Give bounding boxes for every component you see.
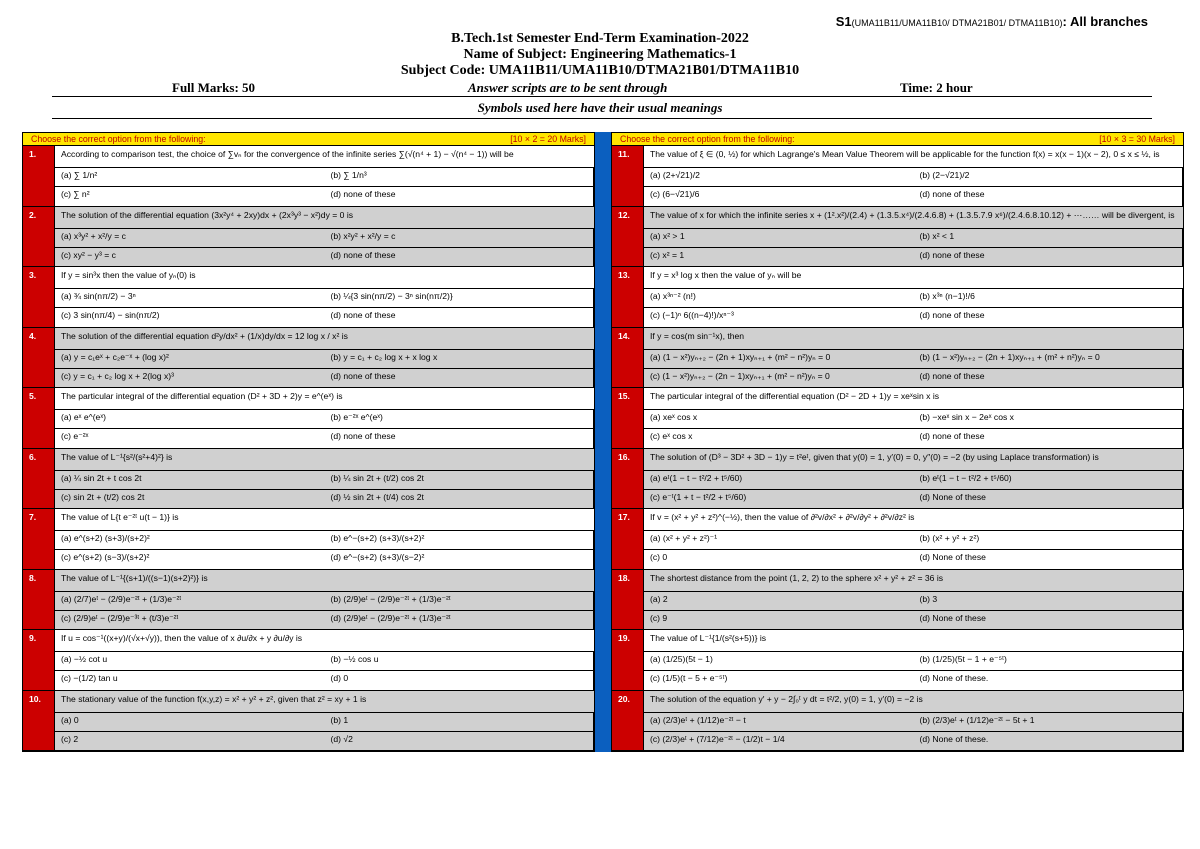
question-number: 16. xyxy=(612,449,644,509)
question-13 xyxy=(612,267,1183,328)
option-d: (d) none of these xyxy=(914,368,1184,387)
option-b: (b) (2−√21)/2 xyxy=(914,167,1184,186)
question-5 xyxy=(23,388,594,449)
option-c: (c) 2 xyxy=(55,731,325,750)
question-11 xyxy=(612,146,1183,207)
option-a: (a) xeˣ cos x xyxy=(644,409,914,428)
option-d: (d) none of these xyxy=(914,186,1184,205)
option-c: (c) −(1/2) tan u xyxy=(55,670,325,689)
option-d: (d) none of these xyxy=(325,186,595,205)
question-number: 3. xyxy=(23,267,55,327)
question-number: 15. xyxy=(612,388,644,448)
question-stem: The solution of the differential equation (3x²y⁴ + 2xy)dx + (2x³y³ − x²)dy = 0 is xyxy=(55,207,594,228)
paper-code-list: (UMA11B11/UMA11B10/ DTMA21B01/ DTMA11B10) xyxy=(851,18,1063,28)
section-left-marks: [10 × 2 = 20 Marks] xyxy=(510,134,586,144)
option-d: (d) ½ sin 2t + (t/4) cos 2t xyxy=(325,489,595,508)
question-7 xyxy=(23,509,594,570)
option-a: (a) ∑ 1/n² xyxy=(55,167,325,186)
paper-code-prefix: S1 xyxy=(835,14,852,29)
option-b: (b) 3 xyxy=(914,591,1184,610)
question-9 xyxy=(23,630,594,691)
option-c: (c) (1 − x²)yₙ₊₂ − (2n − 1)xyₙ₊₁ + (m² − n²)yₙ = 0 xyxy=(644,368,914,387)
option-b: (b) e^−(s+2) (s+3)/(s+2)² xyxy=(325,530,595,549)
option-b: (b) eᵗ(1 − t − t²/2 + t⁵/60) xyxy=(914,470,1184,489)
option-d: (d) none of these xyxy=(325,368,595,387)
option-a: (a) x³ⁿ⁻² (n!) xyxy=(644,288,914,307)
option-a: (a) x³y² + x²/y = c xyxy=(55,228,325,247)
option-c: (c) e⁻ᵗ(1 + t − t²/2 + t⁵/60) xyxy=(644,489,914,508)
option-c: (c) (1/5)(t − 5 + e⁻⁵ᵗ) xyxy=(644,670,914,689)
option-a: (a) (2+√21)/2 xyxy=(644,167,914,186)
question-number: 4. xyxy=(23,328,55,388)
option-b: (b) ¼ sin 2t + (t/2) cos 2t xyxy=(325,470,595,489)
question-stem: According to comparison test, the choice of ∑vₙ for the convergence of the infinite series ∑(√(n⁴ + 1) − √(n⁴ − 1)) will be xyxy=(55,146,594,167)
option-a: (a) 0 xyxy=(55,712,325,731)
option-d: (d) None of these. xyxy=(914,670,1184,689)
question-number: 10. xyxy=(23,691,55,751)
question-stem: If u = cos⁻¹((x+y)/(√x+√y)), then the value of x ∂u/∂x + y ∂u/∂y is xyxy=(55,630,594,651)
exam-meta-row xyxy=(0,80,1200,96)
option-c: (c) 0 xyxy=(644,549,914,568)
header-divider xyxy=(52,96,1152,97)
question-1 xyxy=(23,146,594,207)
option-c: (c) 3 sin(nπ/4) − sin(nπ/2) xyxy=(55,307,325,326)
option-a: (a) ¼ sin 2t + t cos 2t xyxy=(55,470,325,489)
option-a: (a) e^(s+2) (s+3)/(s+2)² xyxy=(55,530,325,549)
section-right-marks: [10 × 3 = 30 Marks] xyxy=(1099,134,1175,144)
question-17 xyxy=(612,509,1183,570)
question-stem: If v = (x² + y² + z²)^(−½), then the value of ∂²v/∂x² + ∂²v/∂y² + ∂²v/∂z² is xyxy=(644,509,1183,530)
option-c: (c) (6−√21)/6 xyxy=(644,186,914,205)
question-stem: The stationary value of the function f(x,y,z) = x² + y² + z², given that z² = xy + 1 is xyxy=(55,691,594,712)
section-right-instruction: Choose the correct option from the following: xyxy=(620,134,795,144)
question-number: 19. xyxy=(612,630,644,690)
option-b: (b) x²y² + x²/y = c xyxy=(325,228,595,247)
exam-time: Time: 2 hour xyxy=(900,80,973,95)
option-a: (a) ¾ sin(nπ/2) − 3ⁿ xyxy=(55,288,325,307)
option-b: (b) ¼{3 sin(nπ/2) − 3ⁿ sin(nπ/2)} xyxy=(325,288,595,307)
question-stem: If y = cos(m sin⁻¹x), then xyxy=(644,328,1183,349)
question-number: 13. xyxy=(612,267,644,327)
option-c: (c) (−1)ⁿ 6((n−4)!)/xⁿ⁻³ xyxy=(644,307,914,326)
section-left xyxy=(22,132,595,752)
section-right-header xyxy=(612,133,1183,146)
option-d: (d) none of these xyxy=(914,428,1184,447)
question-paper xyxy=(22,132,1184,752)
exam-title: B.Tech.1st Semester End-Term Examination-2022 xyxy=(451,31,749,46)
option-a: (a) (1 − x²)yₙ₊₂ − (2n + 1)xyₙ₊₁ + (m² − n²)yₙ = 0 xyxy=(644,349,914,368)
question-3 xyxy=(23,267,594,328)
question-number: 2. xyxy=(23,207,55,267)
question-stem: If y = sin³x then the value of yₙ(0) is xyxy=(55,267,594,288)
option-a: (a) (2/3)eᵗ + (1/12)e⁻²ᵗ − t xyxy=(644,712,914,731)
option-c: (c) e^(s+2) (s−3)/(s+2)² xyxy=(55,549,325,568)
option-a: (a) (1/25)(5t − 1) xyxy=(644,651,914,670)
option-c: (c) (2/3)eᵗ + (7/12)e⁻²ᵗ − (1/2)t − 1/4 xyxy=(644,731,914,750)
option-b: (b) y = c₁ + c₂ log x + x log x xyxy=(325,349,595,368)
question-number: 6. xyxy=(23,449,55,509)
question-number: 20. xyxy=(612,691,644,751)
option-c: (c) y = c₁ + c₂ log x + 2(log x)³ xyxy=(55,368,325,387)
option-b: (b) ∑ 1/n³ xyxy=(325,167,595,186)
question-number: 14. xyxy=(612,328,644,388)
option-d: (d) None of these xyxy=(914,489,1184,508)
question-number: 5. xyxy=(23,388,55,448)
option-d: (d) (2/9)eᵗ − (2/9)e⁻²ᵗ + (1/3)e⁻²ᵗ xyxy=(325,610,595,629)
question-4 xyxy=(23,328,594,389)
option-d: (d) none of these xyxy=(914,307,1184,326)
question-15 xyxy=(612,388,1183,449)
option-b: (b) −½ cos u xyxy=(325,651,595,670)
header-divider-2 xyxy=(52,118,1152,119)
question-stem: The solution of the differential equation d²y/dx² + (1/x)dy/dx = 12 log x / x² is xyxy=(55,328,594,349)
option-c: (c) e⁻²ˣ xyxy=(55,428,325,447)
question-19 xyxy=(612,630,1183,691)
option-b: (b) x² < 1 xyxy=(914,228,1184,247)
option-b: (b) (1/25)(5t − 1 + e⁻⁵ᵗ) xyxy=(914,651,1184,670)
option-c: (c) (2/9)eᵗ − (2/9)e⁻³ᵗ + (t/3)e⁻²ᵗ xyxy=(55,610,325,629)
option-a: (a) eᵗ(1 − t − t²/2 + t⁵/60) xyxy=(644,470,914,489)
option-b: (b) −xeˣ sin x − 2eˣ cos x xyxy=(914,409,1184,428)
question-number: 11. xyxy=(612,146,644,206)
symbols-note: Symbols used here have their usual meanings xyxy=(477,100,723,115)
option-d: (d) 0 xyxy=(325,670,595,689)
option-a: (a) y = c₁eˣ + c₂e⁻ˣ + (log x)² xyxy=(55,349,325,368)
option-b: (b) (2/9)eᵗ − (2/9)e⁻²ᵗ + (1/3)e⁻²ᵗ xyxy=(325,591,595,610)
option-b: (b) (x² + y² + z²) xyxy=(914,530,1184,549)
option-d: (d) none of these xyxy=(325,247,595,266)
option-d: (d) None of these xyxy=(914,610,1184,629)
option-d: (d) None of these xyxy=(914,549,1184,568)
option-d: (d) none of these xyxy=(325,428,595,447)
option-a: (a) (x² + y² + z²)⁻¹ xyxy=(644,530,914,549)
paper-code xyxy=(836,14,1148,29)
option-c: (c) xy² − y³ = c xyxy=(55,247,325,266)
question-number: 8. xyxy=(23,570,55,630)
paper-code-branches: : All branches xyxy=(1062,14,1148,29)
full-marks: Full Marks: 50 xyxy=(172,80,256,95)
question-stem: The value of L⁻¹{s²/(s²+4)²} is xyxy=(55,449,594,470)
question-8 xyxy=(23,570,594,631)
option-b: (b) 1 xyxy=(325,712,595,731)
section-left-header xyxy=(23,133,594,146)
question-6 xyxy=(23,449,594,510)
option-b: (b) (2/3)eᵗ + (1/12)e⁻²ᵗ − 5t + 1 xyxy=(914,712,1184,731)
option-a: (a) 2 xyxy=(644,591,914,610)
question-stem: The particular integral of the differential equation (D² + 3D + 2)y = e^(eˣ) is xyxy=(55,388,594,409)
option-a: (a) x² > 1 xyxy=(644,228,914,247)
question-stem: The solution of (D³ − 3D² + 3D − 1)y = t²eᵗ, given that y(0) = 1, y′(0) = 0, y″(0) = −2 (by using Laplace transformation) is xyxy=(644,449,1183,470)
question-number: 1. xyxy=(23,146,55,206)
question-number: 9. xyxy=(23,630,55,690)
option-c: (c) sin 2t + (t/2) cos 2t xyxy=(55,489,325,508)
question-stem: The value of L⁻¹{1/(s²(s+5))} is xyxy=(644,630,1183,651)
question-18 xyxy=(612,570,1183,631)
question-stem: The value of ξ ∈ (0, ½) for which Lagrange's Mean Value Theorem will be applicable for the function f(x) = x(x − 1)(x − 2), 0 ≤ x ≤ ½, is xyxy=(644,146,1183,167)
question-2 xyxy=(23,207,594,268)
question-stem: The value of x for which the infinite series x + (1².x²)/(2.4) + (1.3.5.x⁴)/(2.4.6.8) + (1.3.5.7.9 x⁶)/(2.4.6.8.10.12) + ⋯…… will be divergent, is xyxy=(644,207,1183,228)
question-12 xyxy=(612,207,1183,268)
option-d: (d) None of these. xyxy=(914,731,1184,750)
question-16 xyxy=(612,449,1183,510)
option-b: (b) x³ⁿ (n−1)!/6 xyxy=(914,288,1184,307)
question-number: 17. xyxy=(612,509,644,569)
option-c: (c) ∑ n² xyxy=(55,186,325,205)
question-stem: The shortest distance from the point (1, 2, 2) to the sphere x² + y² + z² = 36 is xyxy=(644,570,1183,591)
subject-name: Name of Subject: Engineering Mathematics-1 xyxy=(463,47,737,62)
option-c: (c) eˣ cos x xyxy=(644,428,914,447)
option-d: (d) √2 xyxy=(325,731,595,750)
question-stem: If y = x³ log x then the value of yₙ will be xyxy=(644,267,1183,288)
option-c: (c) x² = 1 xyxy=(644,247,914,266)
option-d: (d) none of these xyxy=(325,307,595,326)
option-d: (d) none of these xyxy=(914,247,1184,266)
section-right xyxy=(611,132,1184,752)
question-14 xyxy=(612,328,1183,389)
option-a: (a) eˣ e^(eˣ) xyxy=(55,409,325,428)
question-stem: The particular integral of the differential equation (D² − 2D + 1)y = xeˣsin x is xyxy=(644,388,1183,409)
section-left-instruction: Choose the correct option from the following: xyxy=(31,134,206,144)
option-c: (c) 9 xyxy=(644,610,914,629)
question-stem: The value of L{t e⁻²ᵗ u(t − 1)} is xyxy=(55,509,594,530)
question-10 xyxy=(23,691,594,752)
option-a: (a) −½ cot u xyxy=(55,651,325,670)
subject-code: Subject Code: UMA11B11/UMA11B10/DTMA21B01/DTMA11B10 xyxy=(400,63,800,78)
question-number: 7. xyxy=(23,509,55,569)
answer-scripts-note: Answer scripts are to be sent through xyxy=(468,80,668,95)
question-stem: The value of L⁻¹{(s+1)/((s−1)(s+2)²)} is xyxy=(55,570,594,591)
question-number: 12. xyxy=(612,207,644,267)
question-number: 18. xyxy=(612,570,644,630)
option-d: (d) e^−(s+2) (s+3)/(s−2)² xyxy=(325,549,595,568)
question-20 xyxy=(612,691,1183,752)
option-b: (b) e⁻²ˣ e^(eˣ) xyxy=(325,409,595,428)
option-b: (b) (1 − x²)yₙ₊₂ − (2n + 1)xyₙ₊₁ + (m² + n²)yₙ = 0 xyxy=(914,349,1184,368)
column-separator xyxy=(595,132,611,752)
question-stem: The solution of the equation y′ + y − 2∫₀ᵗ y dt = t²/2, y(0) = 1, y′(0) = −2 is xyxy=(644,691,1183,712)
option-a: (a) (2/7)eᵗ − (2/9)e⁻²ᵗ + (1/3)e⁻²ᵗ xyxy=(55,591,325,610)
